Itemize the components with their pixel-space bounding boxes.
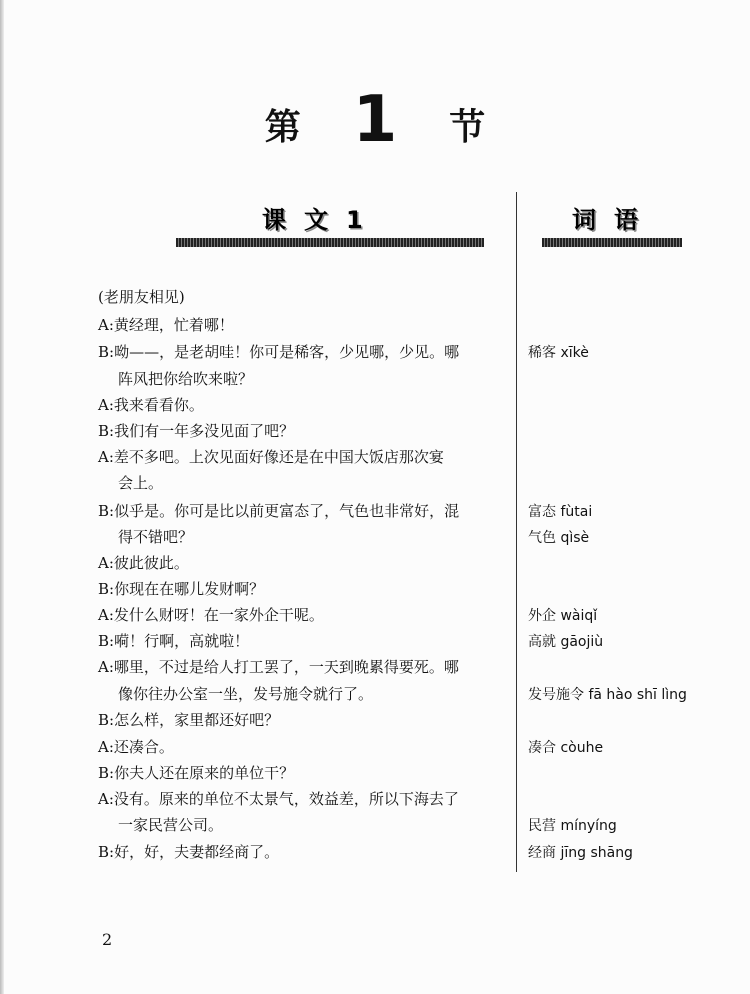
vocab-word: 外企 xyxy=(528,608,556,624)
dialogue-line xyxy=(118,818,223,833)
dialogue-text: 差不多吧。上次见面好像还是在中国大饭店那次宴 xyxy=(113,448,444,466)
vocab-pinyin: còuhe xyxy=(560,740,604,756)
speaker-label: B: xyxy=(98,711,115,729)
dialogue-text: 我们有一年多没见面了吧？ xyxy=(114,422,295,440)
dialogue-text: 好，好，夫妻都经商了。 xyxy=(114,843,280,861)
page-number: 2 xyxy=(102,930,113,949)
dialogue-text: 似乎是。你可是比以前更富态了，气色也非常好，混 xyxy=(114,502,460,520)
vocab-word: 高就 xyxy=(528,634,556,650)
speaker-label: A: xyxy=(98,606,114,624)
dialogue-line xyxy=(98,660,459,675)
vocab-pinyin: fùtai xyxy=(560,504,593,520)
dialogue-text: 怎么样，家里都还好吧？ xyxy=(114,711,280,729)
vocab-pinyin: fā hào shī lìng xyxy=(588,687,687,703)
vocab-word: 稀客 xyxy=(528,345,556,361)
dialogue-text: 没有。原来的单位不太景气，效益差，所以下海去了 xyxy=(113,790,459,808)
dialogue-text: 嗬！行啊，高就啦！ xyxy=(114,632,250,650)
dialogue-line xyxy=(98,345,459,360)
dialogue-line xyxy=(98,398,204,413)
vocab-pinyin: mínyíng xyxy=(560,818,617,834)
dialogue-text: 还凑合。 xyxy=(113,738,174,756)
speaker-label: A: xyxy=(98,448,114,466)
column-divider xyxy=(516,192,517,872)
vocab-heading-bar xyxy=(542,238,682,247)
vocab-word: 经商 xyxy=(528,845,556,861)
chapter-title xyxy=(0,83,750,157)
vocab-item xyxy=(528,819,617,833)
vocab-word: 凑合 xyxy=(528,740,556,756)
chapter-suffix: 节 xyxy=(449,107,486,148)
speaker-label: B: xyxy=(98,343,115,361)
dialogue-line xyxy=(118,476,163,491)
dialogue-text: 黄经理，忙着哪！ xyxy=(113,316,234,334)
text-heading: 课文1 xyxy=(262,206,381,234)
vocab-item xyxy=(528,531,589,545)
dialogue-line xyxy=(98,504,459,519)
dialogue-text: 哪里，不过是给人打工罢了，一天到晚累得要死。哪 xyxy=(113,658,459,676)
dialogue-line xyxy=(98,713,279,728)
vocab-item xyxy=(528,741,603,755)
speaker-label: B: xyxy=(98,580,115,598)
dialogue-line xyxy=(98,450,444,465)
speaker-label: B: xyxy=(98,632,115,650)
vocab-pinyin: gāojiù xyxy=(560,634,604,650)
vocab-item xyxy=(528,346,589,360)
dialogue-text: 你夫人还在原来的单位干？ xyxy=(114,764,295,782)
dialogue-line xyxy=(98,556,189,571)
dialogue-text: 得不错吧？ xyxy=(118,528,194,546)
dialogue-line xyxy=(98,634,249,649)
dialogue-line xyxy=(118,687,373,702)
chapter-prefix: 第 xyxy=(264,107,301,148)
speaker-label: A: xyxy=(98,738,114,756)
dialogue-text: 会上。 xyxy=(118,474,164,492)
speaker-label: B: xyxy=(98,422,115,440)
vocab-pinyin: wàiqǐ xyxy=(560,608,598,624)
dialogue-text: 发什么财呀！在一家外企干呢。 xyxy=(113,606,324,624)
context-note: (老朋友相见) xyxy=(98,288,185,306)
vocab-pinyin: xīkè xyxy=(560,345,589,361)
dialogue-line xyxy=(98,318,234,333)
vocab-pinyin: qìsè xyxy=(560,530,590,546)
dialogue-text: 彼此彼此。 xyxy=(113,554,189,572)
dialogue-line xyxy=(98,740,174,755)
dialogue-text: 一家民营公司。 xyxy=(118,816,224,834)
speaker-label: A: xyxy=(98,396,114,414)
vocab-item xyxy=(528,609,597,623)
dialogue-line xyxy=(118,530,193,545)
dialogue-text: 你现在在哪儿发财啊？ xyxy=(114,580,265,598)
vocab-word: 气色 xyxy=(528,530,556,546)
dialogue-text: 我来看看你。 xyxy=(113,396,204,414)
dialogue-line xyxy=(98,424,294,439)
dialogue-text: 呦——，是老胡哇！你可是稀客，少见哪，少见。哪 xyxy=(114,343,460,361)
dialogue-line xyxy=(98,608,324,623)
vocab-item xyxy=(528,505,592,519)
speaker-label: A: xyxy=(98,316,114,334)
text-heading-bar xyxy=(176,238,484,247)
speaker-label: B: xyxy=(98,502,115,520)
speaker-label: B: xyxy=(98,764,115,782)
vocab-item xyxy=(528,635,603,649)
dialogue-line xyxy=(98,845,279,860)
dialogue-line xyxy=(98,766,294,781)
vocab-word: 发号施令 xyxy=(528,687,584,703)
vocab-pinyin: jīng shāng xyxy=(560,845,633,861)
dialogue-line xyxy=(118,372,253,387)
dialogue-text: 阵风把你给吹来啦？ xyxy=(118,370,254,388)
vocab-item xyxy=(528,846,633,860)
dialogue-line xyxy=(98,582,264,597)
dialogue-text: 像你往办公室一坐，发号施令就行了。 xyxy=(118,685,374,703)
dialogue-line xyxy=(98,792,459,807)
vocab-word: 民营 xyxy=(528,818,556,834)
chapter-number: 1 xyxy=(352,83,398,157)
speaker-label: A: xyxy=(98,790,114,808)
vocab-item xyxy=(528,688,687,702)
speaker-label: A: xyxy=(98,554,114,572)
speaker-label: A: xyxy=(98,658,114,676)
speaker-label: B: xyxy=(98,843,115,861)
vocab-word: 富态 xyxy=(528,504,556,520)
vocab-heading: 词语 xyxy=(572,206,656,234)
